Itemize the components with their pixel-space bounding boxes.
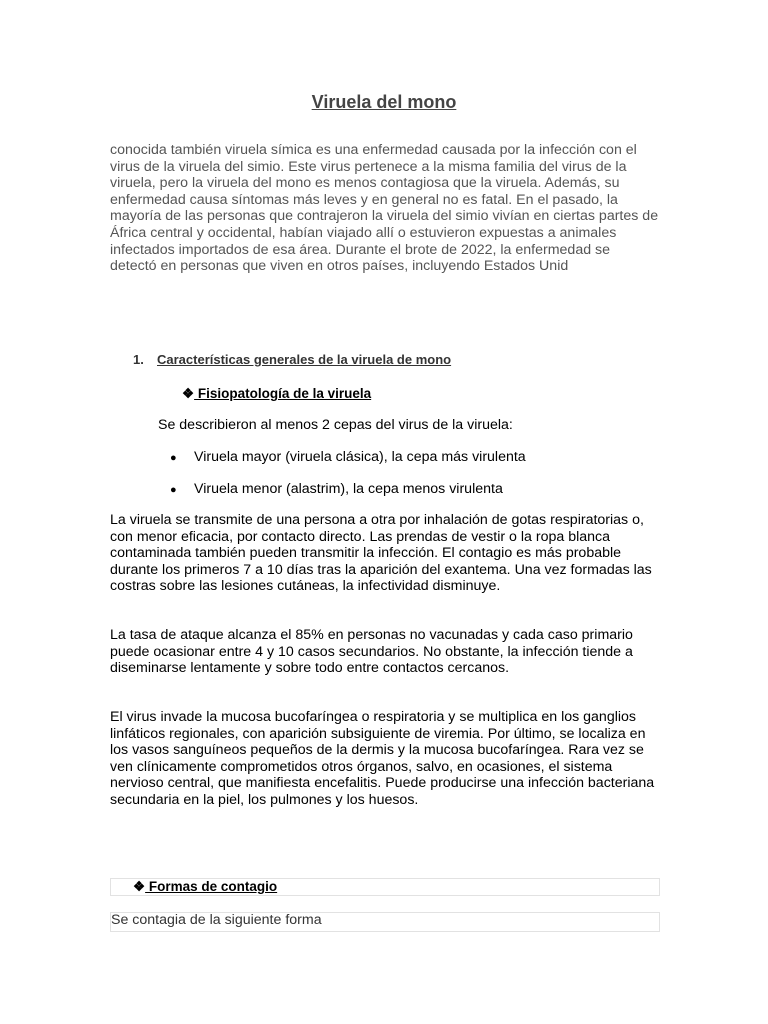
body-paragraph-patogenia: El virus invade la mucosa bucofaríngea o respiratoria y se multiplica en los ganglios linfáticos regionales, con aparición subsiguiente de viremia. Por último, se localiza en los vasos sanguíneos pequeños de la dermis y la mucosa bucofaríngea. Rara vez se ven clínicamente comprometidos otros órganos, salvo, en ocasiones, el sistema nervioso central, que manifiesta encefalitis. Puede producirse una infección bacteriana secundaria en la piel, los pulmones y los huesos. [110, 709, 655, 808]
body-paragraph-tasa-ataque: La tasa de ataque alcanza el 85% en personas no vacunadas y cada caso primario puede ocasionar entre 4 y 10 casos secundarios. No obstante, la infección tiende a diseminarse lentamente y sobre todo entre contactos cercanos. [110, 627, 633, 677]
list-item-text: Viruela menor (alastrim), la cepa menos virulenta [194, 481, 503, 497]
list-item-text: Viruela mayor (viruela clásica), la cepa más virulenta [194, 449, 526, 465]
intro-paragraph: conocida también viruela símica es una enfermedad causada por la infección con el virus de la viruela del simio. Este virus pertenece a la misma familia del virus de la viruela, pero la viruela del mono es menos contagiosa que la viruela. Además, su enfermedad causa síntomas más leves y en general no es fatal. En el pasado, la mayoría de las personas que contrajeron la viruela del simio vivían en ciertas partes de África central y occidental, habían viajado allí o estuvieron expuestas a animales infectados importados de esa área. Durante el brote de 2022, la enfermedad se detectó en personas que viven en otros países, incluyendo Estados Unid [110, 142, 659, 275]
body-paragraph-transmision: La viruela se transmite de una persona a otra por inhalación de gotas respiratorias o, con menor eficacia, por contacto directo. Las prendas de vestir o la ropa blanca contaminada también pueden transmitir la infección. El contagio es más probable durante los primeros 7 a 10 días tras la aparición del exantema. Una vez formadas las costras sobre las lesiones cutáneas, la infectividad disminuye. [110, 512, 652, 595]
subsection-heading-text: Formas de contagio [145, 879, 278, 894]
section-heading-1 [133, 352, 451, 367]
subsection-heading-text: Fisiopatología de la viruela [194, 386, 372, 401]
bullet-dot-icon: ● [170, 484, 177, 496]
diamond-bullet-icon: ❖ [182, 386, 195, 401]
subsection-heading-fisiopatologia [182, 386, 371, 402]
closing-line: Se contagia de la siguiente forma [111, 912, 322, 928]
lead-sentence: Se describieron al menos 2 cepas del virus de la viruela: [158, 417, 513, 433]
subsection-heading-formas-contagio [133, 879, 277, 895]
bullet-dot-icon: ● [170, 452, 177, 464]
list-item [170, 449, 526, 465]
list-item [170, 481, 503, 497]
document-title: Viruela del mono [311, 92, 457, 112]
diamond-bullet-icon: ❖ [133, 879, 146, 894]
section-number: 1. [133, 352, 144, 367]
section-heading-text: Características generales de la viruela de mono [157, 352, 452, 367]
